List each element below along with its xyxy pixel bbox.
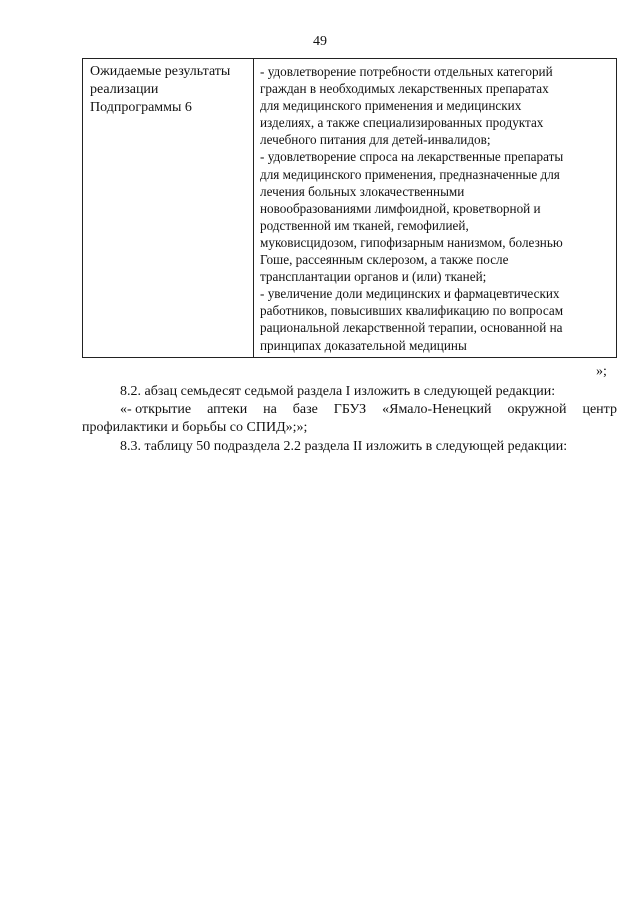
page-number: 49 [313,34,327,49]
right-cell-line: - удовлетворение потребности отдельных категорий [260,64,553,79]
closing-quote-mark: »; [596,364,607,379]
paragraph-8-3: 8.3. таблицу 50 подраздела 2.2 раздела II изложить в следующей редакции: [120,439,568,454]
table-left-cell [90,63,250,117]
right-cell-line: лечения больных злокачественными [260,183,465,199]
quote-line-2: профилактики и борьбы со СПИД»;»; [82,420,308,435]
right-cell-line: работников, повысивших квалификацию по вопросам [260,303,564,319]
quote-word: ГБУЗ [333,402,367,417]
results-table [82,58,617,358]
quote-word: «Ямало-Ненецкий [382,402,492,417]
quote-word: «- открытие [120,402,192,417]
right-cell-line: лечебного питания для детей-инвалидов; [260,132,491,148]
right-cell-line: принципах доказательной медицины [260,337,467,353]
quote-word: на [263,402,277,417]
right-cell-line: родственной им тканей, гемофилией, [260,217,469,233]
left-cell-line: Ожидаемые результаты [90,64,231,79]
paragraph-8-2: 8.2. абзац семьдесят седьмой раздела I изложить в следующей редакции: [120,384,556,399]
right-cell-line: рациональной лекарственной терапии, основанной на [260,320,563,336]
right-cell-line: для медицинского применения и медицинских [260,98,522,114]
right-cell-line: муковисцидозом, гипофизарным нанизмом, болезнью [260,234,563,250]
right-cell-line: - увеличение доли медицинских и фармацевтических [260,286,560,302]
quote-word: базе [292,402,318,417]
right-cell-line: трансплантации органов и (или) тканей; [260,269,487,285]
right-cell-line: граждан в необходимых лекарственных препаратах [260,81,549,97]
left-cell-line: реализации [90,82,159,97]
right-cell-line: - удовлетворение спроса на лекарственные препараты [260,149,564,165]
right-cell-line: изделиях, а также специализированных продуктах [260,115,544,131]
quote-line-1 [82,401,617,419]
table-column-divider [253,59,254,357]
right-cell-line: новообразованиями лимфоидной, кроветворной и [260,200,541,216]
quote-word: окружной [507,402,567,417]
right-cell-line: для медицинского применения, предназначенные для [260,166,560,182]
left-cell-line: Подпрограммы 6 [90,100,192,115]
quote-word: центр [582,402,617,417]
paragraph-quote [82,401,617,437]
table-right-cell [260,63,614,354]
right-cell-line: Гоше, рассеянным склерозом, а также после [260,252,509,268]
quote-word: аптеки [207,402,248,417]
